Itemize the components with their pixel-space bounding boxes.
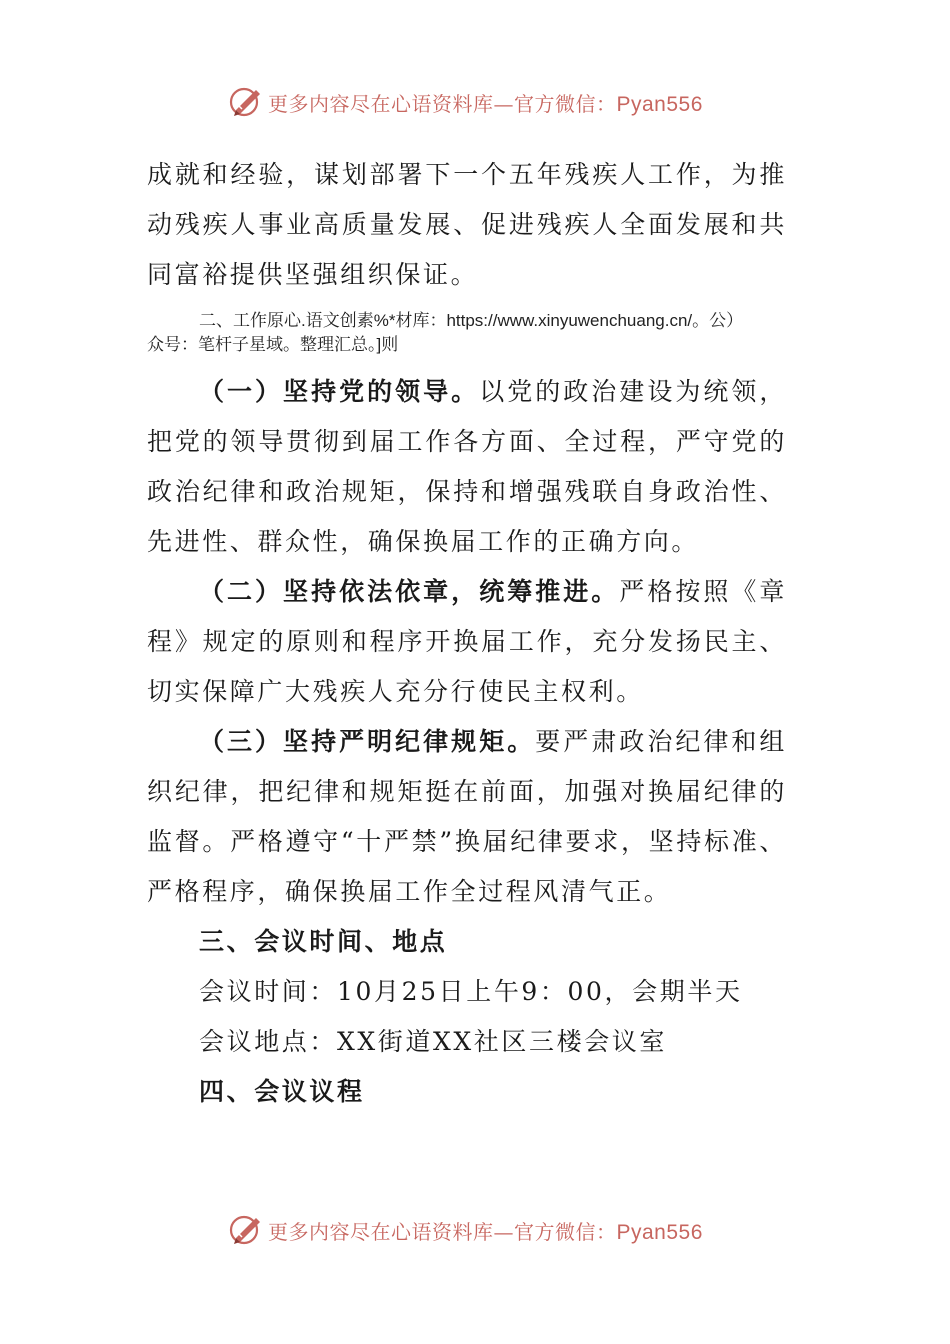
pen-logo-icon xyxy=(228,1212,264,1248)
principle-2-text: 严格按照《章程》规定的原则和程序开换届工作，充分发扬民主、切实保障广大残疾人充分行使民主权利。 xyxy=(147,577,787,706)
banner-text: 更多内容尽在心语资料库—官方微信：Pyan556 xyxy=(268,91,703,116)
principle-3-text: 要严肃政治纪律和组织纪律，把纪律和规矩挺在前面，加强对换届纪律的监督。严格遵守“十严禁”换届纪律要求，坚持标准、严格程序，确保换届工作全过程风清气正。 xyxy=(147,727,788,906)
banner-text: 更多内容尽在心语资料库—官方微信：Pyan556 xyxy=(268,1219,703,1244)
document-body xyxy=(147,150,787,1117)
footer-banner xyxy=(228,1210,748,1250)
meeting-time: 会议时间：10月25日上午9：00，会期半天 xyxy=(199,977,743,1006)
section-3-heading: 三、会议时间、地点 xyxy=(199,927,448,956)
principle-1-title: （一）坚持党的领导。 xyxy=(199,377,480,406)
note-line-2: 众号：笔杆子星域。整理汇总。]则 xyxy=(147,335,399,354)
meeting-place: 会议地点：XX街道XX社区三楼会议室 xyxy=(199,1027,667,1056)
watermark-note xyxy=(147,309,787,357)
note-line-1: 二、工作原心.语文创素%*材库：https://www.xinyuwenchuang.cn/。公） xyxy=(199,311,744,330)
header-banner xyxy=(228,82,748,122)
paragraph-intro: 成就和经验，谋划部署下一个五年残疾人工作，为推动残疾人事业高质量发展、促进残疾人全面发展和共同富裕提供坚强组织保证。 xyxy=(147,160,787,289)
principle-1-text: 以党的政治建设为统领，把党的领导贯彻到届工作各方面、全过程，严守党的政治纪律和政治规矩，保持和增强残联自身政治性、先进性、群众性，确保换届工作的正确方向。 xyxy=(147,377,787,556)
pen-logo-icon xyxy=(228,84,264,120)
principle-2 xyxy=(147,567,787,717)
principle-2-title: （二）坚持依法依章，统筹推进。 xyxy=(199,577,620,606)
section-4-heading: 四、会议议程 xyxy=(199,1077,365,1106)
principle-3-title: （三）坚持严明纪律规矩。 xyxy=(199,727,536,756)
principle-3 xyxy=(147,717,787,917)
principle-1 xyxy=(147,367,787,567)
